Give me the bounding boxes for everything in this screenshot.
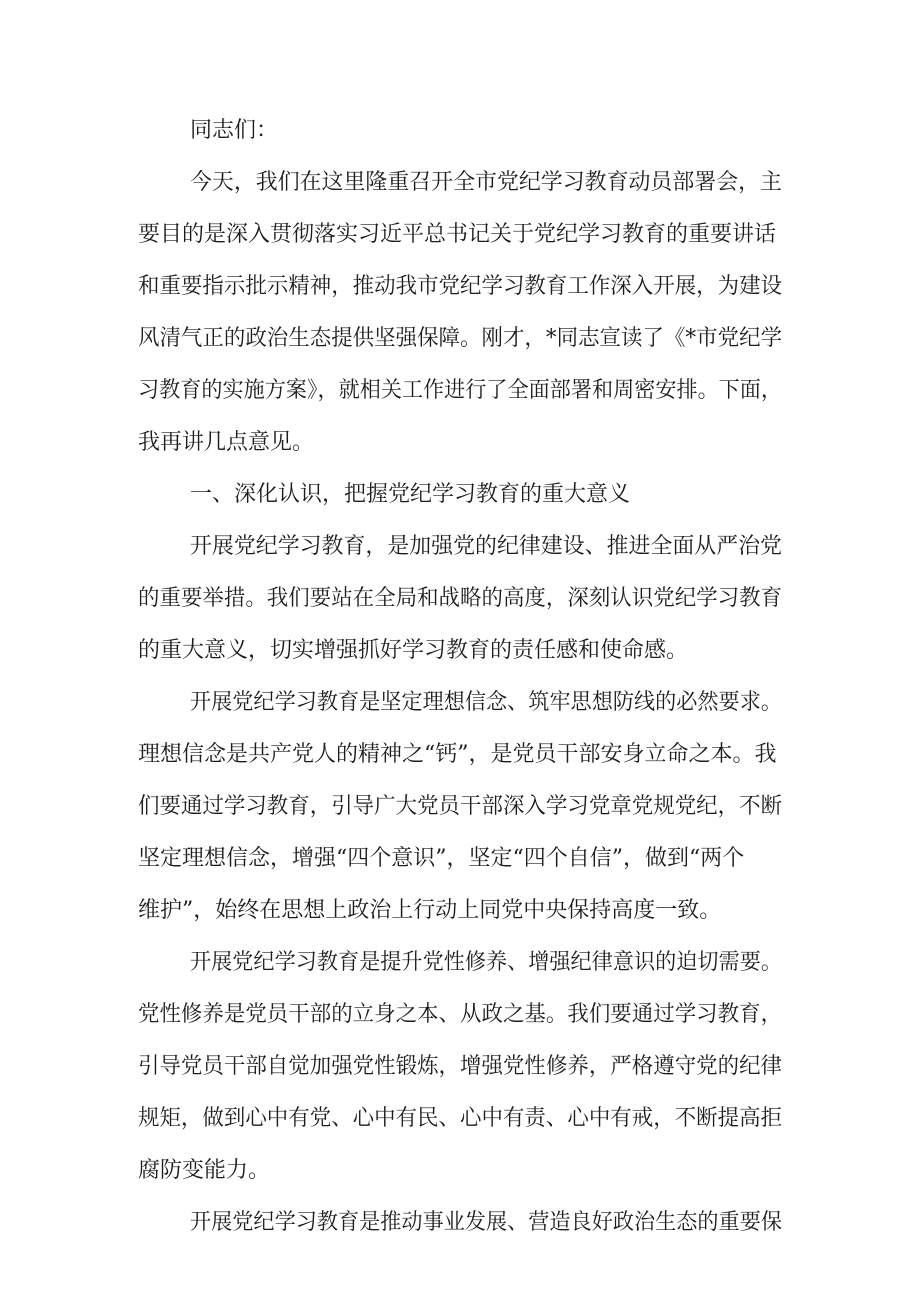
paragraph-1-line-2: 要目的是深入贯彻落实习近平总书记关于党纪学习教育的重要讲话 xyxy=(138,222,777,247)
paragraph-1-line-3: 和重要指示批示精神，推动我市党纪学习教育工作深入开展，为建设 xyxy=(138,274,783,299)
paragraph-3-line-4: 坚定理想信念，增强“四个意识”，坚定“四个自信”，做到“两个 xyxy=(138,846,745,871)
paragraph-3-line-3: 们要通过学习教育，引导广大党员干部深入学习党章党规党纪，不断 xyxy=(138,794,783,819)
paragraph-3-line-1: 开展党纪学习教育是坚定理想信念、筑牢思想防线的必然要求。 xyxy=(190,690,782,715)
paragraph-4-line-1: 开展党纪学习教育是提升党性修养、增强纪律意识的迫切需要。 xyxy=(190,950,782,975)
paragraph-2-line-3: 的重大意义，切实增强抓好学习教育的责任感和使命感。 xyxy=(138,638,689,663)
paragraph-1-line-5: 习教育的实施方案》，就相关工作进行了全面部署和周密安排。下面， xyxy=(138,378,783,403)
salutation: 同志们： xyxy=(190,118,279,143)
paragraph-1-line-1: 今天，我们在这里隆重召开全市党纪学习教育动员部署会，主 xyxy=(190,170,782,195)
paragraph-4-line-4: 规矩，做到心中有党、心中有民、心中有责、心中有戒，不断提高拒 xyxy=(138,1106,783,1131)
paragraph-2-line-2: 的重要举措。我们要站在全局和战略的高度，深刻认识党纪学习教育 xyxy=(138,586,783,611)
paragraph-4-line-5: 腐防变能力。 xyxy=(138,1158,271,1183)
paragraph-4-line-2: 党性修养是党员干部的立身之本、从政之基。我们要通过学习教育， xyxy=(138,1002,783,1027)
paragraph-3-line-2: 理想信念是共产党人的精神之“钙”，是党员干部安身立命之本。我 xyxy=(138,742,777,767)
paragraph-4-line-3: 引导党员干部自觉加强党性锻炼，增强党性修养，严格遵守党的纪律 xyxy=(138,1054,783,1079)
paragraph-1-line-4: 风清气正的政治生态提供坚强保障。刚才，*同志宣读了《*市党纪学 xyxy=(138,326,783,351)
paragraph-5-line-1: 开展党纪学习教育是推动事业发展、营造良好政治生态的重要保 xyxy=(190,1210,782,1235)
section-heading-1: 一、深化认识，把握党纪学习教育的重大意义 xyxy=(190,482,631,507)
paragraph-2-line-1: 开展党纪学习教育，是加强党的纪律建设、推进全面从严治党 xyxy=(190,534,782,559)
paragraph-1-line-6: 我再讲几点意见。 xyxy=(138,430,315,455)
paragraph-3-line-5: 维护”，始终在思想上政治上行动上同党中央保持高度一致。 xyxy=(138,898,722,923)
